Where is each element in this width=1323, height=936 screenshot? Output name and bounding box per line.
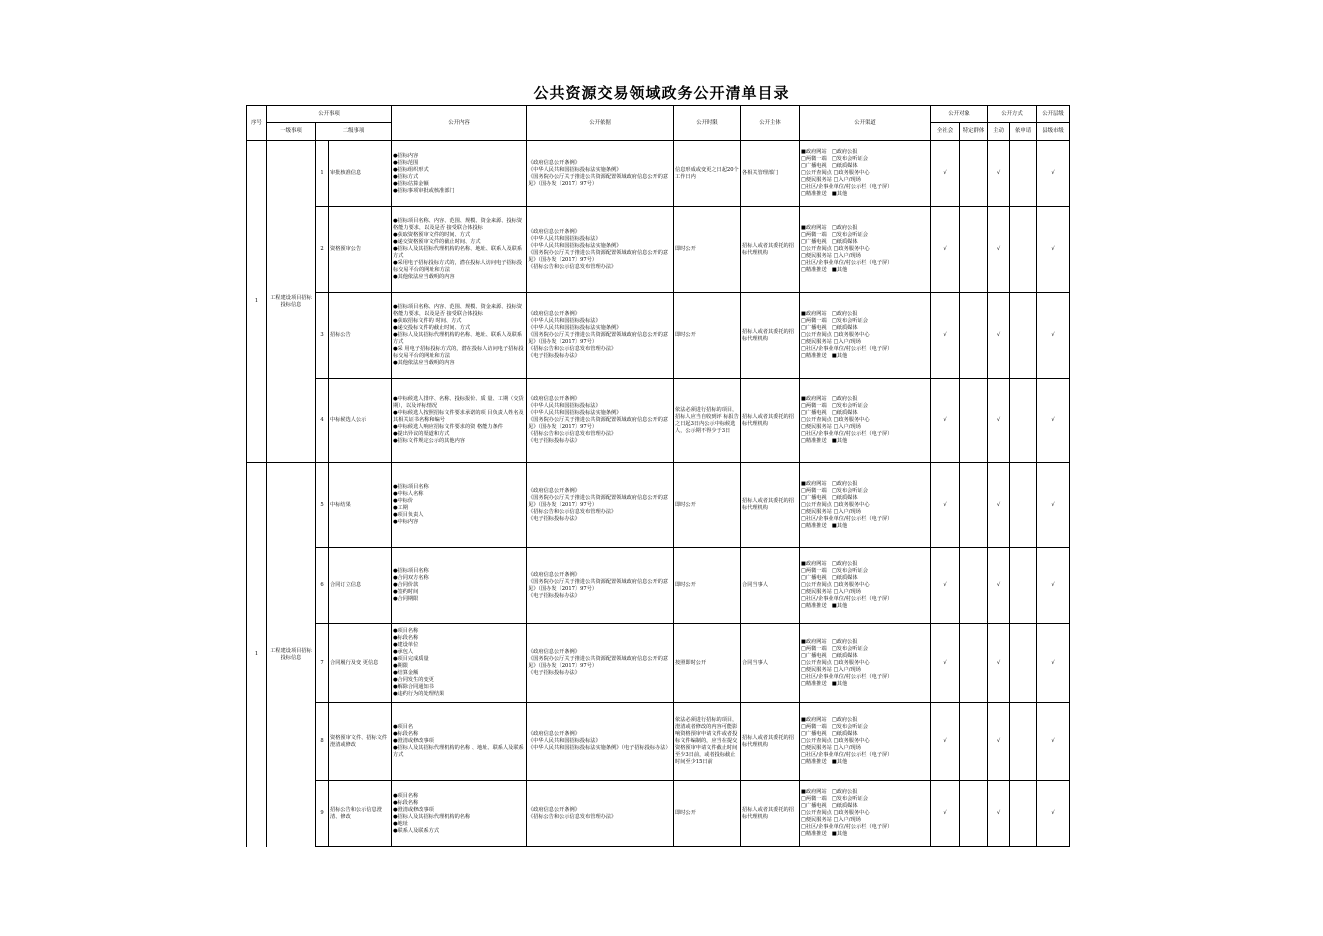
check-active: √ bbox=[988, 781, 1010, 847]
check-apply bbox=[1010, 463, 1037, 548]
row-channel: ■政府网站 □政府公报 □两微一端 □发布会听证会 □广播电视 □纸质媒体 □公开查阅点 □政务服务中心 □便民服务站 □入户/现场 □社区/企事业单位/村公示栏（电子屏） □精准推送 ■其他 bbox=[800, 624, 931, 703]
row-no: 8 bbox=[316, 703, 329, 781]
row-channel: ■政府网站 □政府公报 □两微一端 □发布会听证会 □广播电视 □纸质媒体 □公开查阅点 □政务服务中心 □便民服务站 □入户/现场 □社区/企事业单位/村公示栏（电子屏） □精准推送 ■其他 bbox=[800, 463, 931, 548]
check-all-society: √ bbox=[931, 624, 960, 703]
group-level1: 工程建设项目招标投标信息 bbox=[267, 463, 316, 847]
row-basis: 《政府信息公开条例》 《国务院办公厅关于推进公共资源配置领域政府信息公开的意见》（国办发〔2017〕97号） 《招标公告和公示信息发布管理办法》 《电子招标投标办法》 bbox=[527, 463, 674, 548]
check-tier: √ bbox=[1037, 548, 1070, 624]
row-content: ●招标项目名称、内容、范围、规模、资金来源、投标资格能力要求，以及是否 接受联合体投标 ●获取资格预审文件的时间、方式 ●递交资格预审文件的截止时间、方式 ●招标人及其招标代理机构的名称、地址、联系人及联系方式 ●采用电子招标投标方式的，潜在投标人访问电子招标投标交易平台的网址和方法 ●其他依法应当载明的内容 bbox=[392, 207, 527, 293]
header-mode: 公开方式 bbox=[988, 106, 1037, 123]
check-specific-group bbox=[960, 141, 988, 207]
table-row bbox=[247, 463, 1070, 548]
check-specific-group bbox=[960, 548, 988, 624]
row-content: ●招标项目名称 ●合同双方名称 ●合同价款 ●签约时间 ●合同期限 bbox=[392, 548, 527, 624]
check-specific-group bbox=[960, 624, 988, 703]
row-level2: 资格预审公告 bbox=[329, 207, 392, 293]
row-time: 即时公开 bbox=[674, 463, 741, 548]
check-all-society: √ bbox=[931, 379, 960, 463]
row-basis: 《政府信息公开条例》 《国务院办公厅关于推进公共资源配置领域政府信息公开的意见》（国办发〔2017〕97号） 《电子招标投标办法》 bbox=[527, 624, 674, 703]
row-content: ●招标项目名称 ●中标人名称 ●中标价 ●工期 ●项目负责人 ●中标内容 bbox=[392, 463, 527, 548]
row-subject: 合同当事人 bbox=[741, 548, 800, 624]
check-all-society: √ bbox=[931, 293, 960, 379]
check-active: √ bbox=[988, 293, 1010, 379]
check-tier: √ bbox=[1037, 379, 1070, 463]
table-row bbox=[247, 703, 1070, 781]
check-tier: √ bbox=[1037, 141, 1070, 207]
row-channel: ■政府网站 □政府公报 □两微一端 □发布会听证会 □广播电视 □纸质媒体 □公开查阅点 □政务服务中心 □便民服务站 □入户/现场 □社区/企事业单位/村公示栏（电子屏） □精准推送 ■其他 bbox=[800, 207, 931, 293]
row-no: 5 bbox=[316, 463, 329, 548]
header-item: 公开事项 bbox=[267, 106, 392, 123]
header-tier: 公开层级 bbox=[1037, 106, 1070, 123]
row-content: ●项目名称 ●标段名称 ●建设单位 ●承包人 ●项目完成质量 ●期限 ●结算金额 ●合同发生的变更 ●解除合同通知书 ●违约行为的处理结果 bbox=[392, 624, 527, 703]
header-subject: 公开主体 bbox=[741, 106, 800, 141]
row-content: ●招标项目名称、内容、范围、规模、资金来源、投标资格能力要求，以及是否 接受联合体投标 ●获取招标文件的 时间、方式 ●递交投标文件的截止时间、方式 ●招标人及其招标代理机构的名称、地址、联系人及联系方式 ●采 用电子招标投标方式的，潜在投标人访问电子招标投标交易平台的网址和方法 ●其他依法应当载明的内容 bbox=[392, 293, 527, 379]
check-apply bbox=[1010, 207, 1037, 293]
header-target-all: 全社会 bbox=[931, 123, 960, 141]
check-tier: √ bbox=[1037, 207, 1070, 293]
table-row bbox=[247, 293, 1070, 379]
check-all-society: √ bbox=[931, 781, 960, 847]
row-basis: 《政府信息公开条例》 《中华人民共和国招标投标法实施条例》 《国务院办公厅关于推进公共资源配置领域政府信息公开的意见》（国办发〔2017〕97号） bbox=[527, 141, 674, 207]
header-target-specific: 特定群体 bbox=[960, 123, 988, 141]
row-channel: ■政府网站 □政府公报 □两微一端 □发布会听证会 □广播电视 □纸质媒体 □公开查阅点 □政务服务中心 □便民服务站 □入户/现场 □社区/企事业单位/村公示栏（电子屏） □精准推送 ■其他 bbox=[800, 141, 931, 207]
check-tier: √ bbox=[1037, 624, 1070, 703]
check-tier: √ bbox=[1037, 703, 1070, 781]
check-tier: √ bbox=[1037, 781, 1070, 847]
row-content: ●项目名称 ●标段名称 ●澄清或修改事项 ●招标人及其招标代理机构的名称 ●地址 ●联系人及联系方式 bbox=[392, 781, 527, 847]
row-channel: ■政府网站 □政府公报 □两微一端 □发布会听证会 □广播电视 □纸质媒体 □公开查阅点 □政务服务中心 □便民服务站 □入户/现场 □社区/企事业单位/村公示栏（电子屏） □精准推送 ■其他 bbox=[800, 781, 931, 847]
table-row bbox=[247, 379, 1070, 463]
table-row bbox=[247, 548, 1070, 624]
row-level2: 合同履行及变 更信息 bbox=[329, 624, 392, 703]
row-level2: 招标公告和公示信息澄清、修改 bbox=[329, 781, 392, 847]
row-content: ●中标候选人排序、名称、投标报价、质 量、工期（交货期），以及评标情况 ●中标候选人按照招标文件要求承诺的项 目负责人姓名及其相关证书名称和编号 ●中标候选人响应招标文件要求的资 格能力条件 ●提出异议的渠道和方式 ●招标文件规定公示的其他内容 bbox=[392, 379, 527, 463]
check-all-society: √ bbox=[931, 703, 960, 781]
check-apply bbox=[1010, 781, 1037, 847]
table-row bbox=[247, 624, 1070, 703]
row-time: 依法必须进行招标的项目，澄清或者修改的内容可能影响资格预审申请文件或者投标文件编制的，应当在提交资格预审申请文件截止时间至少3日前，或者投标截止时间至少15日前 bbox=[674, 703, 741, 781]
header-time: 公开时限 bbox=[674, 106, 741, 141]
row-level2: 资格预审文件、招标文件澄清或修改 bbox=[329, 703, 392, 781]
row-level2: 中标候选人公示 bbox=[329, 379, 392, 463]
row-level2: 合同订立信息 bbox=[329, 548, 392, 624]
row-time: 即时公开 bbox=[674, 293, 741, 379]
row-subject: 各相关管理部门 bbox=[741, 141, 800, 207]
header-tier-county: 县级市级 bbox=[1037, 123, 1070, 141]
row-subject: 招标人或者其委托的招标代理机构 bbox=[741, 293, 800, 379]
row-subject: 招标人或者其委托的招标代理机构 bbox=[741, 379, 800, 463]
row-channel: ■政府网站 □政府公报 □两微一端 □发布会听证会 □广播电视 □纸质媒体 □公开查阅点 □政务服务中心 □便民服务站 □入户/现场 □社区/企事业单位/村公示栏（电子屏） □精准推送 ■其他 bbox=[800, 703, 931, 781]
row-subject: 招标人或者其委托的招标代理机构 bbox=[741, 207, 800, 293]
group-seq: 1 bbox=[247, 463, 267, 847]
check-apply bbox=[1010, 703, 1037, 781]
table-row bbox=[247, 207, 1070, 293]
check-active: √ bbox=[988, 624, 1010, 703]
row-channel: ■政府网站 □政府公报 □两微一端 □发布会听证会 □广播电视 □纸质媒体 □公开查阅点 □政务服务中心 □便民服务站 □入户/现场 □社区/企事业单位/村公示栏（电子屏） □精准推送 ■其他 bbox=[800, 379, 931, 463]
check-tier: √ bbox=[1037, 463, 1070, 548]
header-level2: 二级事项 bbox=[316, 123, 392, 141]
check-all-society: √ bbox=[931, 141, 960, 207]
row-basis: 《政府信息公开条例》 《中华人民共和国招标投标法》 《中华人民共和国招标投标法实施条例》 《国务院办公厅关于推进公共资源配置领域政府信息公开的意见》（国办发〔2017〕97号） 《招标公告和公示信息发布管理办法》 《电子招标投标办法》 bbox=[527, 379, 674, 463]
row-time: 按照即时公开 bbox=[674, 624, 741, 703]
check-tier: √ bbox=[1037, 293, 1070, 379]
row-time: 即时公开 bbox=[674, 207, 741, 293]
header-target: 公开对象 bbox=[931, 106, 988, 123]
row-subject: 合同当事人 bbox=[741, 624, 800, 703]
check-all-society: √ bbox=[931, 548, 960, 624]
row-basis: 《政府信息公开条例》 《中华人民共和国招标投标法》 《中华人民共和国招标投标法实施条例》 《国务院办公厅关于推进公共资源配置领域政府信息公开的意见》（国办发〔2017〕97号） 《招标公告和公示信息发布管理办法》 bbox=[527, 207, 674, 293]
header-basis: 公开依据 bbox=[527, 106, 674, 141]
check-active: √ bbox=[988, 703, 1010, 781]
check-active: √ bbox=[988, 463, 1010, 548]
row-basis: 《政府信息公开条例》 《招标公告和公示信息发布管理办法》 bbox=[527, 781, 674, 847]
check-apply bbox=[1010, 548, 1037, 624]
row-basis: 《政府信息公开条例》 《中华人民共和国招标投标法》 《中华人民共和国招标投标法实施条例》 《国务院办公厅关于推进公共资源配置领域政府信息公开的意见》（国办发〔2017〕97号） 《招标公告和公示信息发布管理办法》 《电子招标投标办法》 bbox=[527, 293, 674, 379]
header-channel: 公开渠道 bbox=[800, 106, 931, 141]
check-specific-group bbox=[960, 703, 988, 781]
row-channel: ■政府网站 □政府公报 □两微一端 □发布会听证会 □广播电视 □纸质媒体 □公开查阅点 □政务服务中心 □便民服务站 □入户/现场 □社区/企事业单位/村公示栏（电子屏） □精准推送 ■其他 bbox=[800, 548, 931, 624]
row-no: 6 bbox=[316, 548, 329, 624]
row-subject: 招标人或者其委托的招标代理机构 bbox=[741, 781, 800, 847]
header-seq: 序号 bbox=[247, 106, 267, 141]
check-specific-group bbox=[960, 781, 988, 847]
check-all-society: √ bbox=[931, 463, 960, 548]
check-all-society: √ bbox=[931, 207, 960, 293]
row-no: 3 bbox=[316, 293, 329, 379]
check-apply bbox=[1010, 624, 1037, 703]
disclosure-table bbox=[246, 105, 1070, 847]
check-active: √ bbox=[988, 548, 1010, 624]
check-specific-group bbox=[960, 379, 988, 463]
row-level2: 审批核准信息 bbox=[329, 141, 392, 207]
row-no: 9 bbox=[316, 781, 329, 847]
check-active: √ bbox=[988, 141, 1010, 207]
check-apply bbox=[1010, 379, 1037, 463]
row-time: 即时公开 bbox=[674, 781, 741, 847]
row-no: 4 bbox=[316, 379, 329, 463]
row-no: 2 bbox=[316, 207, 329, 293]
table-row bbox=[247, 141, 1070, 207]
check-specific-group bbox=[960, 207, 988, 293]
row-subject: 招标人或者其委托的招标代理机构 bbox=[741, 463, 800, 548]
header-mode-apply: 依申请 bbox=[1010, 123, 1037, 141]
row-content: ●项目名 ●标段名称 ●澄清或修改事项 ●招标人及其招标代理机构的名称 、地址、联系人及联系方式 bbox=[392, 703, 527, 781]
row-subject: 招标人或者其委托的招标代理机构 bbox=[741, 703, 800, 781]
check-specific-group bbox=[960, 293, 988, 379]
row-time: 信息形成或变更之日起20个工作日内 bbox=[674, 141, 741, 207]
row-time: 依法必须进行招标的项目，招标人应当自收到评 标报告之日起3日内公示中标候选人，公示期不得少于3日 bbox=[674, 379, 741, 463]
check-apply bbox=[1010, 141, 1037, 207]
page-title: 公共资源交易领域政务公开清单目录 bbox=[533, 84, 790, 102]
row-content: ●招标内容 ●招标范围 ●招标组织形式 ●招标方式 ●招标估算金额 ●招标事项审批或核准部门 bbox=[392, 141, 527, 207]
header-level1: 一级事项 bbox=[267, 123, 316, 141]
row-time: 即时公开 bbox=[674, 548, 741, 624]
group-level1: 工程建设项目招标投标信息 bbox=[267, 141, 316, 463]
row-level2: 中标结果 bbox=[329, 463, 392, 548]
table-row bbox=[247, 781, 1070, 847]
check-active: √ bbox=[988, 207, 1010, 293]
row-level2: 招标公告 bbox=[329, 293, 392, 379]
row-basis: 《政府信息公开条例》 《国务院办公厅关于推进公共资源配置领域政府信息公开的意见》（国办发〔2017〕97号） 《电子招标投标办法》 bbox=[527, 548, 674, 624]
group-seq: 1 bbox=[247, 141, 267, 463]
row-basis: 《政府信息公开条例》 《中华人民共和国招标投标法》 《中华人民共和国招标投标法实施条例》（电子招标投标办法） bbox=[527, 703, 674, 781]
header-mode-active: 主动 bbox=[988, 123, 1010, 141]
check-apply bbox=[1010, 293, 1037, 379]
check-specific-group bbox=[960, 463, 988, 548]
row-no: 1 bbox=[316, 141, 329, 207]
row-channel: ■政府网站 □政府公报 □两微一端 □发布会听证会 □广播电视 □纸质媒体 □公开查阅点 □政务服务中心 □便民服务站 □入户/现场 □社区/企事业单位/村公示栏（电子屏） □精准推送 ■其他 bbox=[800, 293, 931, 379]
row-no: 7 bbox=[316, 624, 329, 703]
check-active: √ bbox=[988, 379, 1010, 463]
header-content: 公开内容 bbox=[392, 106, 527, 141]
